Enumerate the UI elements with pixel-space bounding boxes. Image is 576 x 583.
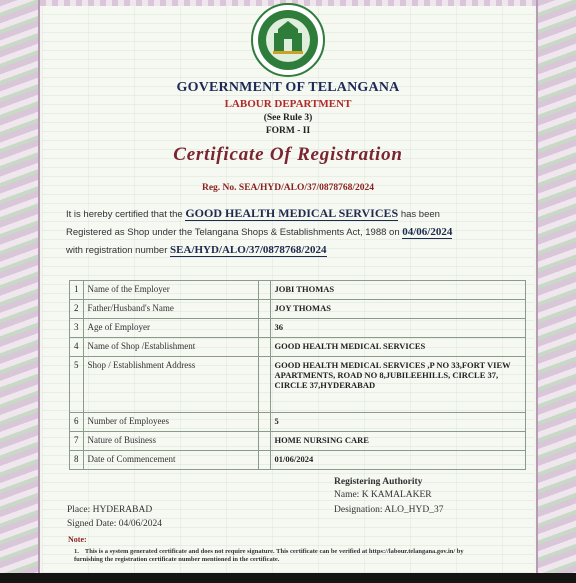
row-gap: [258, 413, 270, 432]
row-gap: [258, 357, 270, 413]
row-gap: [258, 319, 270, 338]
row-gap: [258, 432, 270, 451]
row-value: HOME NURSING CARE: [270, 432, 526, 451]
note-number: 1.: [74, 548, 79, 555]
note-body: This is a system generated certificate and does not require signature. This certificate can be verified at https://labour.telangana.gov.in/ by furnishing the registration certificate number mentioned in the certificate.: [74, 548, 464, 563]
decorative-border-left: [0, 0, 40, 583]
note-text: [74, 548, 494, 564]
row-value: 36: [270, 319, 526, 338]
establishment-name: GOOD HEALTH MEDICAL SERVICES: [185, 206, 399, 220]
row-label: Age of Employer: [83, 319, 258, 338]
row-number: 4: [70, 338, 84, 357]
signed-date: Signed Date: 04/06/2024: [67, 519, 162, 529]
bottom-bar: [0, 573, 576, 583]
government-title: GOVERNMENT OF TELANGANA: [176, 80, 400, 95]
authority-designation: Designation: ALO_HYD_37: [334, 505, 444, 515]
row-value: 01/06/2024: [270, 451, 526, 470]
row-number: 5: [70, 357, 84, 413]
form-number: FORM - II: [265, 126, 311, 136]
row-label: Name of Shop /Establishment: [83, 338, 258, 357]
row-label: Name of the Employer: [83, 281, 258, 300]
row-label: Father/Husband's Name: [83, 300, 258, 319]
row-label: Shop / Establishment Address: [83, 357, 258, 413]
row-number: 3: [70, 319, 84, 338]
details-table: [69, 280, 526, 470]
statement-line-2: [66, 226, 526, 238]
statement-text: with registration number: [66, 245, 168, 256]
registration-number: SEA/HYD/ALO/37/0878768/2024: [170, 244, 327, 256]
authority-name: Name: K KAMALAKER: [334, 490, 432, 500]
row-label: Date of Commencement: [83, 451, 258, 470]
rule-reference: (See Rule 3): [263, 113, 313, 123]
row-gap: [258, 281, 270, 300]
table-row: [70, 338, 526, 357]
certificate-title: Certificate Of Registration: [173, 144, 403, 165]
row-gap: [258, 338, 270, 357]
table-row: [70, 300, 526, 319]
row-number: 8: [70, 451, 84, 470]
statement-text: It is hereby certified that the: [66, 209, 183, 220]
registration-date: 04/06/2024: [402, 226, 453, 238]
row-number: 6: [70, 413, 84, 432]
row-label: Number of Employees: [83, 413, 258, 432]
table-row: [70, 281, 526, 300]
row-number: 1: [70, 281, 84, 300]
row-number: 7: [70, 432, 84, 451]
department-title: LABOUR DEPARTMENT: [224, 98, 352, 110]
table-row: [70, 357, 526, 413]
row-number: 2: [70, 300, 84, 319]
row-value: JOBI THOMAS: [270, 281, 526, 300]
row-value: JOY THOMAS: [270, 300, 526, 319]
telangana-emblem-icon: [251, 3, 325, 77]
row-value: 5: [270, 413, 526, 432]
decorative-border-right: [536, 0, 576, 583]
row-value: GOOD HEALTH MEDICAL SERVICES ,P NO 33,FORT VIEW APARTMENTS, ROAD NO 8,JUBILEEHILLS, CIRCLE 37, CIRCLE 37,HYDERABAD: [270, 357, 526, 413]
row-label: Nature of Business: [83, 432, 258, 451]
table-row: [70, 319, 526, 338]
table-row: [70, 451, 526, 470]
statement-text: Registered as Shop under the Telangana Shops & Establishments Act, 1988 on: [66, 227, 400, 238]
statement-line-3: [66, 244, 526, 256]
place: Place: HYDERABAD: [67, 505, 153, 515]
row-gap: [258, 300, 270, 319]
row-value: GOOD HEALTH MEDICAL SERVICES: [270, 338, 526, 357]
registration-number-heading: Reg. No. SEA/HYD/ALO/37/0878768/2024: [201, 183, 375, 193]
note-label: Note:: [68, 535, 87, 544]
table-row: [70, 432, 526, 451]
statement-line-1: [66, 206, 526, 221]
table-row: [70, 413, 526, 432]
registering-authority-title: Registering Authority: [334, 477, 423, 487]
statement-text: has been: [400, 209, 440, 220]
row-gap: [258, 451, 270, 470]
